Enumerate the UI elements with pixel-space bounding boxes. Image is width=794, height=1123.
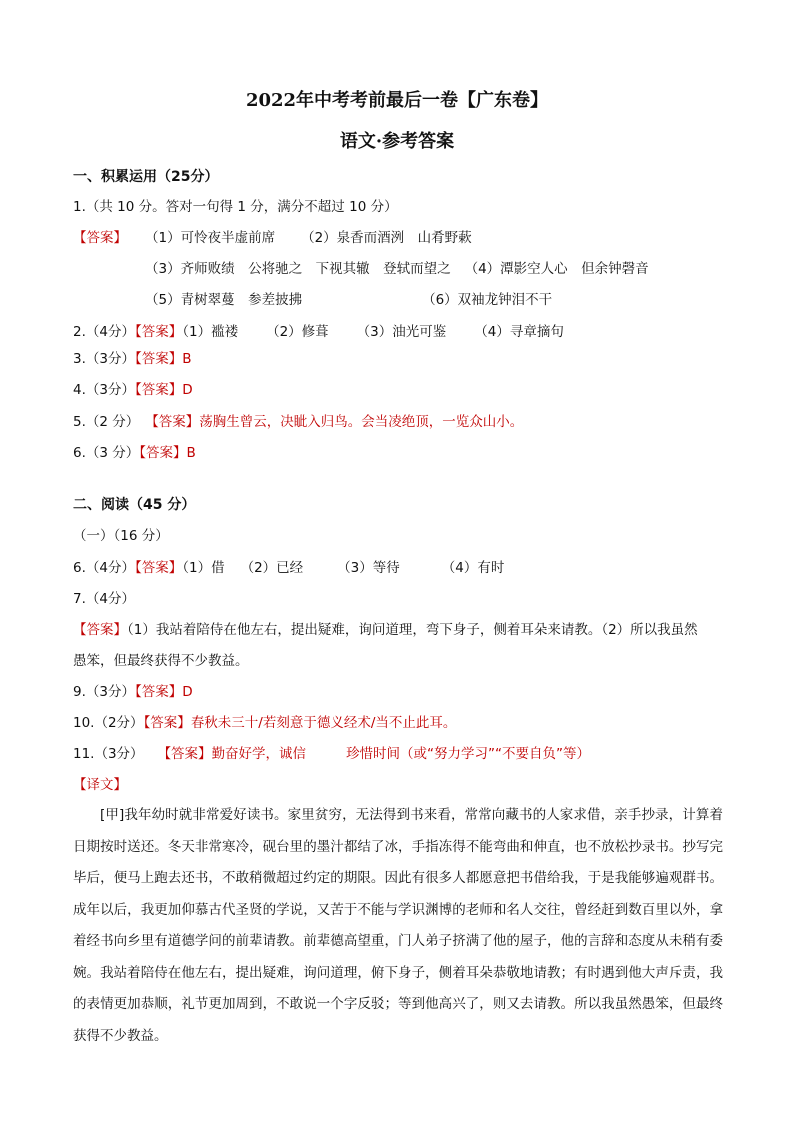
- q1-answer-1: （1）可怜夜半虚前席: [145, 230, 276, 246]
- q6b-row: [73, 558, 504, 578]
- q2-label: 2.（4分）: [73, 324, 135, 340]
- q10-label: 10.（2分）: [73, 715, 144, 731]
- q1-answer-4: （4）潭影空人心 但余钟磬音: [464, 261, 649, 277]
- q10-row: [73, 713, 456, 733]
- q3-label: 3.（3分）: [73, 351, 135, 367]
- answer-tag: 【答案】: [73, 230, 127, 246]
- q7-answer-line-1: [73, 620, 698, 640]
- q6b-answer-3: （3）等待: [337, 560, 400, 576]
- answer-tag: 【答案】: [134, 560, 183, 576]
- q3-row: [73, 349, 192, 369]
- q2-answer-2: （2）修葺: [266, 324, 329, 340]
- q11-answer-a: 勤奋好学，诚信: [211, 746, 307, 762]
- q7-answer-line-2: 愚笨，但最终获得不少教益。: [73, 653, 249, 669]
- page-subtitle: 语文·参考答案: [339, 131, 455, 152]
- q1-answer-6: （6）双袖龙钟泪不干: [422, 292, 553, 308]
- q6a-row: [73, 443, 196, 463]
- q6b-answer-2: （2）已经: [240, 560, 304, 576]
- q1-intro: 1.（共 10 分。答对一句得 1 分，满分不超过 10 分）: [73, 199, 398, 215]
- q9-answer: D: [182, 684, 193, 700]
- q2-answer-3: （3）油光可鉴: [356, 324, 447, 340]
- answer-tag: 【答案】: [134, 684, 183, 700]
- answer-tag: 【答案】: [157, 746, 212, 762]
- q6b-label: 6.（4分）: [73, 560, 135, 576]
- section-heading-reading: 二、阅读（45 分）: [73, 497, 196, 513]
- answer-tag: 【答案】: [139, 445, 187, 461]
- q10-answer: 春秋未三十/若刻意于德义经术/当不止此耳。: [190, 715, 457, 731]
- q5-answer: 荡胸生曾云，决眦入归鸟。会当凌绝顶，一览众山小。: [199, 414, 524, 430]
- page-title: 2022年中考考前最后一卷【广东卷】: [245, 90, 549, 111]
- q1-answer-row-1: [73, 228, 472, 248]
- translation-paragraph: [甲]我年幼时就非常爱好读书。家里贫穷，无法得到书来看，常常向藏书的人家求借，亲手抄录，计算着日期按时送还。冬天非常寒冷，砚台里的墨汁都结了冰，手指冻得不能弯曲和伸直，也不放松抄录书。抄写完毕后，便马上跑去还书，不敢稍微超过约定的期限。因此有很多人都愿意把书借给我，于是我能够遍观群书。成年以后，我更加仰慕古代圣贤的学说，又苦于不能与学识渊博的老师和名人交往，曾经赶到数百里以外，拿着经书向乡里有道德学问的前辈请教。前辈德高望重，门人弟子挤满了他的屋子，他的言辞和态度从未稍有委婉。我站着陪侍在他左右，提出疑难，询问道理，俯下身子，侧着耳朵恭敬地请教；有时遇到他大声斥责，我的表情更加恭顺，礼节更加周到，不敢说一个字反驳；等到他高兴了，则又去请教。所以我虽然愚笨，但最终获得不少教益。: [73, 807, 723, 1044]
- q1-answer-2: （2）泉香而酒洌 山肴野蔌: [301, 230, 472, 246]
- translation-tag: 【译文】: [73, 777, 127, 793]
- q2-answer-1: （1）褴褛: [182, 324, 239, 340]
- section-heading-accumulation: 一、积累运用（25分）: [73, 169, 219, 185]
- q2-answer-4: （4）寻章摘句: [474, 324, 564, 340]
- q6b-answer-4: （4）有时: [441, 560, 505, 576]
- q11-row: [73, 744, 590, 764]
- q5-label: 5.（2 分）: [73, 414, 140, 430]
- answer-tag: 【答案】: [134, 382, 183, 398]
- q9-label: 9.（3分）: [73, 684, 135, 700]
- q1-answer-3: （3）齐师败绩 公将驰之 下视其辙 登轼而望之: [145, 261, 451, 277]
- part-one-heading: （一）（16 分）: [73, 528, 169, 544]
- q4-label: 4.（3分）: [73, 382, 135, 398]
- q9-row: [73, 682, 193, 702]
- q11-label: 11.（3分）: [73, 746, 144, 762]
- q6a-answer: B: [186, 445, 196, 461]
- answer-tag: 【答案】: [143, 715, 191, 731]
- q6a-label: 6.（3 分）: [73, 445, 140, 461]
- q4-answer: D: [182, 382, 193, 398]
- answer-tag: 【答案】: [134, 324, 183, 340]
- answer-tag: 【答案】: [145, 414, 200, 430]
- q4-row: [73, 380, 193, 400]
- q1-answer-row-2: [145, 259, 649, 279]
- q1-answer-row-3: [145, 290, 552, 310]
- q7-label: 7.（4分）: [73, 591, 135, 607]
- q2-row: [73, 322, 564, 342]
- q3-answer: B: [182, 351, 192, 367]
- q1-answer-5: （5）青树翠蔓 参差披拂: [145, 292, 303, 308]
- answer-tag: 【答案】: [134, 351, 183, 367]
- q5-row: [73, 412, 523, 432]
- q11-answer-b: 珍惜时间（或“努力学习”“不要自负”等）: [346, 746, 591, 762]
- answer-tag: 【答案】: [73, 622, 127, 638]
- q6b-answer-1: （1）借: [182, 560, 225, 576]
- q7-answer-text-1: （1）我站着陪侍在他左右，提出疑难，询问道理，弯下身子，侧着耳朵来请教。（2）所以我虽然: [127, 622, 698, 638]
